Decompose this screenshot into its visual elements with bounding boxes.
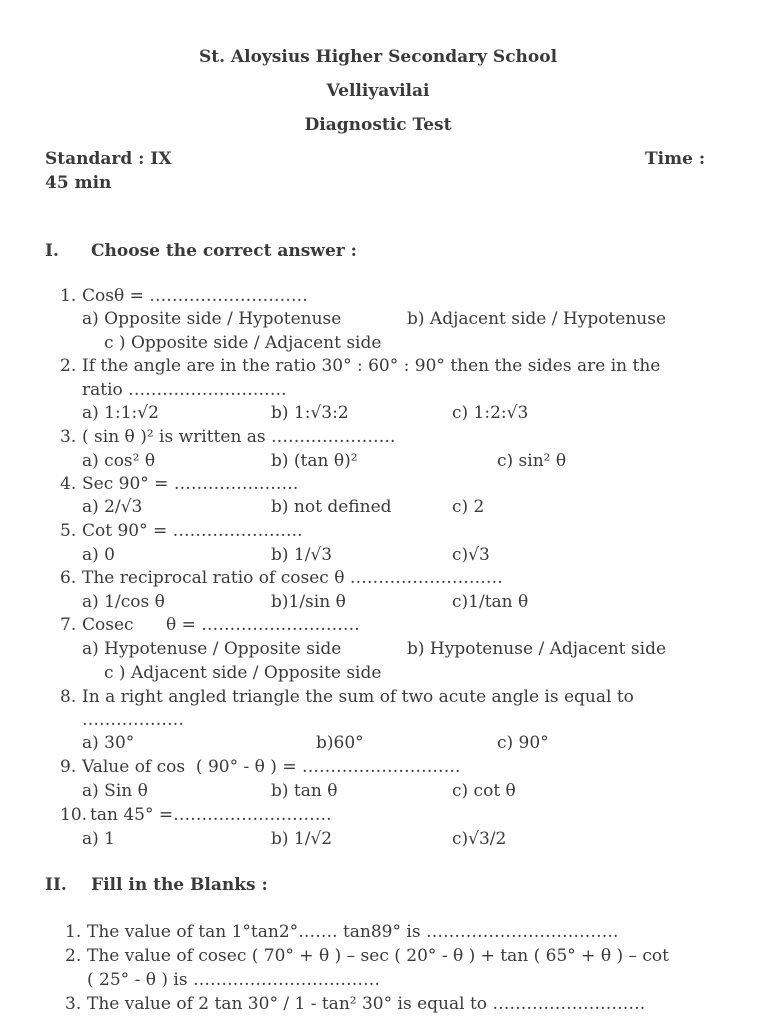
q10-option-b: b) 1/√2 [271,829,333,849]
school-place: Velliyavilai [326,81,430,101]
q1-option-b: b) Adjacent side / Hypotenuse [407,309,667,329]
q7-option-a: a) Hypotenuse / Opposite side [82,639,342,659]
q9-option-a: a) Sin θ [82,781,148,801]
section-1-title: Choose the correct answer : [91,241,357,261]
q7-option-c: c ) Adjacent side / Opposite side [104,663,382,683]
q10-text: tan 45° =………………………. [90,805,332,825]
school-name: St. Aloysius Higher Secondary School [198,47,558,67]
q5-option-c: c)√3 [452,545,490,565]
q8-text-line2: ……………… [82,710,184,730]
q4-option-c: c) 2 [452,497,485,517]
q3-option-b: b) (tan θ)² [271,451,358,471]
test-title: Diagnostic Test [304,115,452,135]
standard-label: Standard : IX [45,149,172,169]
f2-number: 2. [65,946,82,966]
f2-text-line2: ( 25° - θ ) is …………………………… [87,970,380,990]
q2-option-a: a) 1:1:√2 [82,403,159,423]
q1-number: 1. [60,286,77,306]
q3-text: ( sin θ )² is written as …………………. [82,427,396,447]
q10-option-a: a) 1 [82,829,115,849]
q8-option-c: c) 90° [497,733,549,753]
q1-text: Cosθ = ………………………. [82,286,308,306]
q4-option-b: b) not defined [271,497,392,517]
time-label: Time : [645,149,706,169]
q3-option-c: c) sin² θ [497,451,567,471]
f1-text: The value of tan 1°tan2°……. tan89° is ……………………………. [87,922,619,942]
q9-text: Value of cos ( 90° - θ ) = ………………………. [82,757,461,777]
q7-number: 7. [60,615,77,635]
q5-text: Cot 90° = ………………….. [82,521,303,541]
q7-option-b: b) Hypotenuse / Adjacent side [407,639,667,659]
q8-option-b: b)60° [316,733,364,753]
q3-number: 3. [60,427,77,447]
f3-number: 3. [65,994,82,1014]
q5-option-a: a) 0 [82,545,115,565]
q8-text-line1: In a right angled triangle the sum of two acute angle is equal to [82,687,634,707]
q7-text: Cosec θ = ………………………. [82,615,360,635]
q3-option-a: a) cos² θ [82,451,156,471]
section-2-title: Fill in the Blanks : [91,875,268,895]
q5-number: 5. [60,521,77,541]
section-2-number: II. [45,875,67,895]
q4-text: Sec 90° = …………………. [82,474,299,494]
q9-option-b: b) tan θ [271,781,338,801]
duration: 45 min [45,173,112,193]
q2-number: 2. [60,356,77,376]
q2-text-line1: If the angle are in the ratio 30° : 60° : 90° then the sides are in the [82,356,661,376]
q9-number: 9. [60,757,77,777]
f2-text-line1: The value of cosec ( 70° + θ ) – sec ( 20° - θ ) + tan ( 65° + θ ) – cot [87,946,669,966]
q8-number: 8. [60,687,77,707]
q5-option-b: b) 1/√3 [271,545,333,565]
q6-text: The reciprocal ratio of cosec θ ……………………… [82,568,503,588]
q10-option-c: c)√3/2 [452,829,507,849]
q2-option-b: b) 1:√3:2 [271,403,349,423]
q4-number: 4. [60,474,77,494]
q1-option-c: c ) Opposite side / Adjacent side [104,333,382,353]
q2-text-line2: ratio ………………………. [82,380,287,400]
q4-option-a: a) 2/√3 [82,497,143,517]
q1-option-a: a) Opposite side / Hypotenuse [82,309,342,329]
q6-option-a: a) 1/cos θ [82,592,165,612]
f3-text: The value of 2 tan 30° / 1 - tan² 30° is equal to ……………………… [87,994,646,1014]
q10-number: 10. [60,805,88,825]
q6-number: 6. [60,568,77,588]
f1-number: 1. [65,922,82,942]
q9-option-c: c) cot θ [452,781,516,801]
q6-option-b: b)1/sin θ [271,592,346,612]
q6-option-c: c)1/tan θ [452,592,529,612]
q2-option-c: c) 1:2:√3 [452,403,529,423]
q8-option-a: a) 30° [82,733,135,753]
section-1-number: I. [45,241,59,261]
